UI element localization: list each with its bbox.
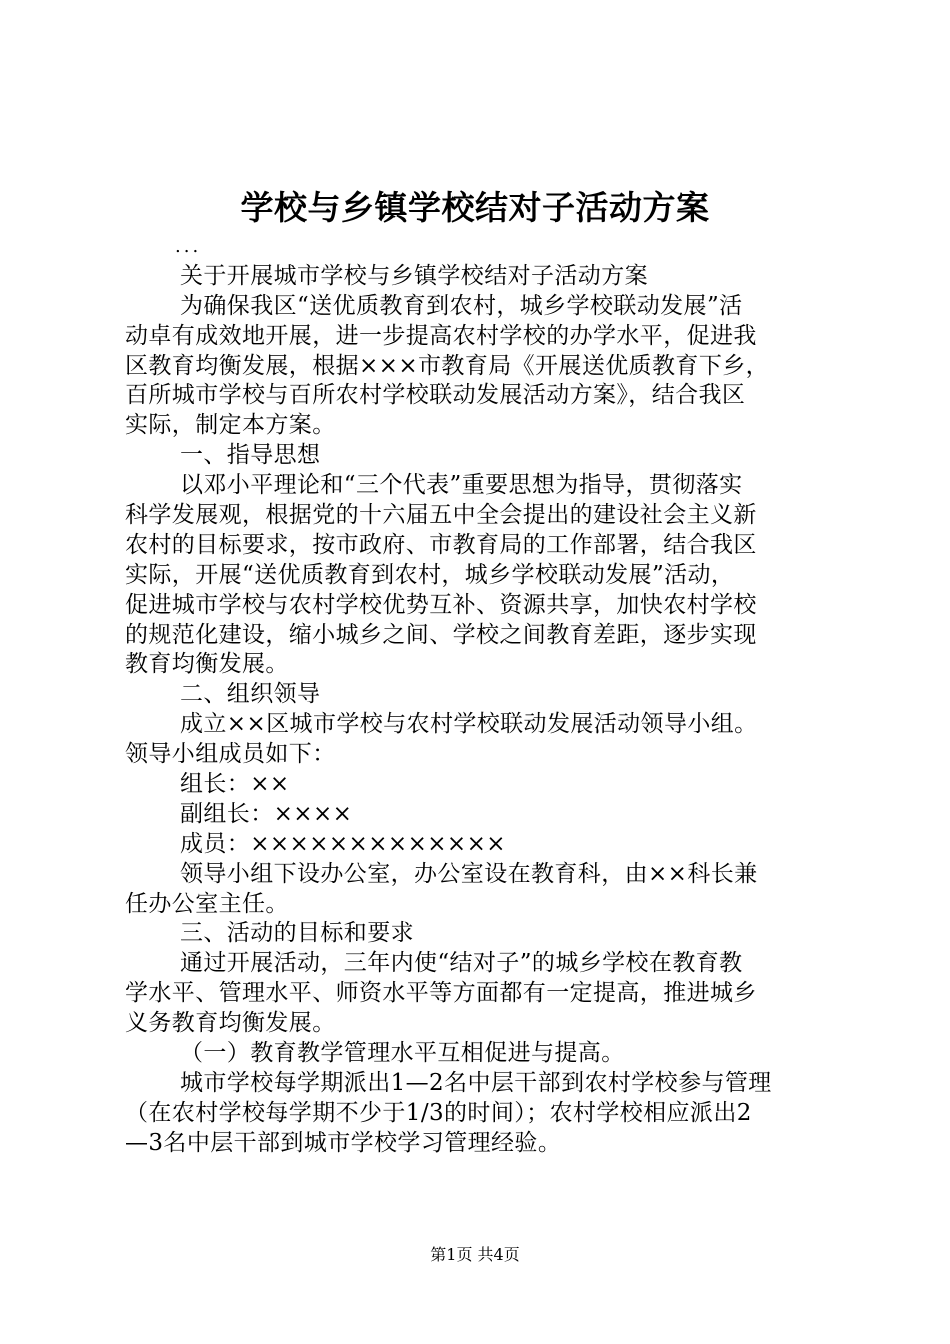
paragraph-line: （在农村学校每学期不少于1/3的时间）；农村学校相应派出2 [125,1099,752,1126]
document-title: 学校与乡镇学校结对子活动方案 [240,188,710,227]
section-heading: 一、指导思想 [180,442,321,469]
paragraph-line: 通过开展活动，三年内使“结对子”的城乡学校在教育教 [180,950,743,977]
section-heading: 三、活动的目标和要求 [180,920,414,947]
paragraph-line: 城市学校每学期派出1—2名中层干部到农村学校参与管理 [180,1069,772,1096]
paragraph-line: 百所城市学校与百所农村学校联动发展活动方案》，结合我区 [125,382,746,409]
paragraph-line: 教育均衡发展。 [125,651,289,678]
paragraph-line: —3名中层干部到城市学校学习管理经验。 [125,1129,562,1156]
paragraph-line: 任办公室主任。 [125,890,289,917]
subsection-heading: （一）教育教学管理水平互相促进与提高。 [180,1040,625,1067]
paragraph-line: 成立××区城市学校与农村学校联动发展活动领导小组。 [180,711,758,738]
paragraph-line: 促进城市学校与农村学校优势互补、资源共享，加快农村学校 [125,591,757,618]
ellipsis-line: ... [175,236,202,257]
paragraph-line: 动卓有成效地开展，进一步提高农村学校的办学水平，促进我 [125,322,757,349]
paragraph-line: 区教育均衡发展，根据×××市教育局《开展送优质教育下乡， [125,352,770,379]
member-line: 成员：××××××××××××× [180,830,506,857]
page-number-footer: 第1页 共4页 [430,1245,520,1264]
document-body [125,232,837,1159]
member-line: 副组长：×××× [180,800,353,827]
paragraph-line: 科学发展观，根据党的十六届五中全会提出的建设社会主义新 [125,502,757,529]
paragraph-line: 学水平、管理水平、师资水平等方面都有一定提高，推进城乡 [125,980,757,1007]
paragraph-line: 农村的目标要求，按市政府、市教育局的工作部署，结合我区 [125,531,757,558]
paragraph-line: 以邓小平理论和“三个代表”重要思想为指导，贯彻落实 [180,472,743,499]
paragraph-line: 的规范化建设，缩小城乡之间、学校之间教育差距，逐步实现 [125,621,757,648]
paragraph-line: 实际，开展“送优质教育到农村，城乡学校联动发展”活动， [125,561,735,588]
subtitle-line: 关于开展城市学校与乡镇学校结对子活动方案 [180,262,648,289]
member-line: 组长：×× [180,771,290,798]
section-heading: 二、组织领导 [180,681,321,708]
paragraph-line: 为确保我区“送优质教育到农村，城乡学校联动发展”活 [180,292,743,319]
paragraph-line: 实际，制定本方案。 [125,412,336,439]
paragraph-line: 义务教育均衡发展。 [125,1010,336,1037]
paragraph-line: 领导小组成员如下： [125,741,336,768]
paragraph-line: 领导小组下设办公室，办公室设在教育科，由××科长兼 [180,860,758,887]
